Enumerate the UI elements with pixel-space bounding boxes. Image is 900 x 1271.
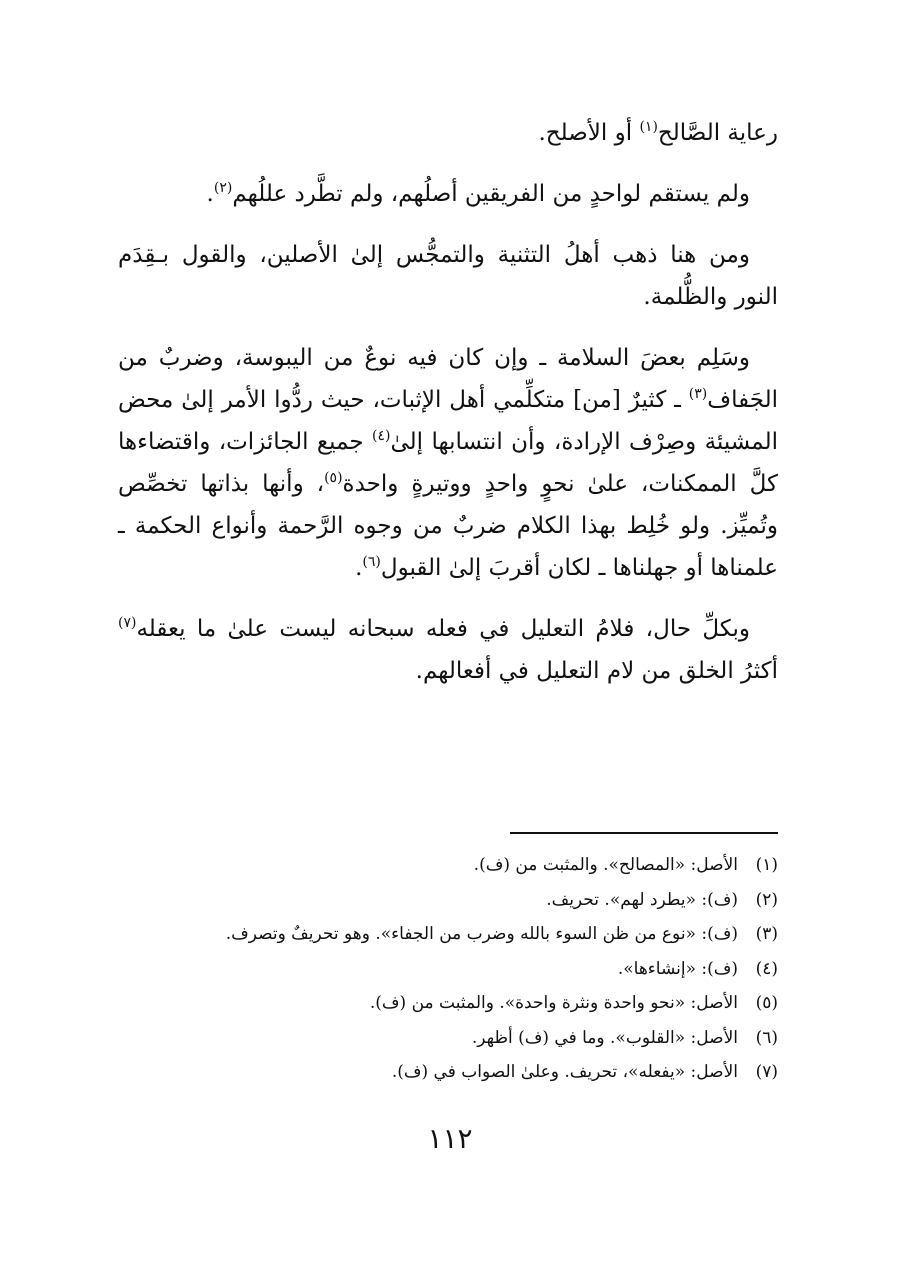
text-run: ، وأنها بذاتها تخصِّص وتُميِّز. ولو خُلِط بهذا الكلام ضربٌ من وجوه الرَّحمة وأنواع الحكمة ـ علمناها أو جهلناها ـ لكان أقربَ إلىٰ القبول bbox=[118, 471, 778, 581]
footnote-number: (٤) bbox=[755, 958, 778, 979]
footnote-text: الأصل: «المصالح». والمثبت من (ف). bbox=[473, 855, 738, 875]
footnote-item bbox=[118, 1021, 778, 1056]
footnote-item bbox=[118, 952, 778, 987]
footnote-text: الأصل: «يفعله»، تحريف. وعلىٰ الصواب في (ف). bbox=[391, 1062, 738, 1082]
paragraph-2 bbox=[118, 173, 778, 215]
text-run: أكثرُ الخلق من لام التعليل في أفعالهم. bbox=[415, 658, 778, 684]
text-run: وبكلِّ حال، فلامُ التعليل في فعله سبحانه ليست علىٰ ما يعقله bbox=[136, 616, 750, 642]
footnote-ref[interactable]: (٤) bbox=[372, 428, 391, 444]
footnote-text: الأصل: «نحو واحدة ونثرة واحدة». والمثبت من (ف). bbox=[369, 993, 738, 1013]
footnote-number: (٣) bbox=[755, 924, 778, 944]
paragraph-1 bbox=[118, 112, 778, 154]
text-run: جميع الجائزات، واقتضاءها كلَّ الممكنات، علىٰ نحوٍ واحدٍ ووتيرةٍ واحدة bbox=[118, 429, 778, 497]
footnote-ref[interactable]: (٧) bbox=[118, 615, 137, 631]
footnote-text: الأصل: «القلوب». وما في (ف) أظهر. bbox=[471, 1027, 738, 1048]
footnote-item bbox=[118, 883, 778, 918]
footnote-text: (ف): «يطرد لهم». تحريف. bbox=[546, 889, 738, 910]
footnote-ref[interactable]: (٦) bbox=[362, 554, 381, 570]
text-run: ومن هنا ذهب أهلُ التثنية والتمجُّس إلىٰ الأصلين، والقول بـقِدَم النور والظُّلمة. bbox=[118, 242, 778, 310]
footnote-text: (ف): «إنشاءها». bbox=[617, 958, 738, 979]
footnote-item bbox=[118, 986, 778, 1021]
main-text bbox=[118, 112, 778, 711]
footnote-separator bbox=[510, 832, 778, 834]
footnote-item bbox=[118, 848, 778, 883]
text-run: . bbox=[206, 181, 214, 207]
text-run: ـ كثيرٌ [من] متكلِّمي أهل الإثبات، حيث ردُّوا الأمر إلىٰ محض المشيئة وصِرْف الإرادة، وأن انتسابها إلىٰ bbox=[118, 387, 778, 455]
footnote-ref[interactable]: (٢) bbox=[213, 180, 233, 196]
paragraph-4 bbox=[118, 337, 778, 589]
footnote-item bbox=[118, 917, 778, 952]
text-run: أو الأصلح. bbox=[538, 120, 640, 146]
footnote-item bbox=[118, 1055, 778, 1090]
footnote-text: (ف): «نوع من ظن السوء بالله وضرب من الجفاء». وهو تحريفٌ وتصرف. bbox=[225, 924, 738, 944]
text-run: ولم يستقم لواحدٍ من الفريقين أصلُهم، ولم تطَّرد عللُهم bbox=[232, 181, 750, 207]
footnote-number: (٦) bbox=[755, 1027, 778, 1048]
footnote-number: (١) bbox=[755, 855, 778, 875]
footnote-number: (٥) bbox=[755, 993, 778, 1013]
text-run: وسَلِم بعضَ السلامة ـ وإن كان فيه نوعٌ من اليبوسة، وضربٌ من الجَفاف bbox=[118, 345, 778, 413]
footnote-number: (٧) bbox=[755, 1062, 778, 1082]
footnotes-list bbox=[118, 848, 778, 1090]
footnote-ref[interactable]: (٣) bbox=[688, 386, 708, 402]
footnote-ref[interactable]: (١) bbox=[639, 119, 658, 135]
footnote-ref[interactable]: (٥) bbox=[324, 470, 343, 486]
text-run: . bbox=[355, 555, 363, 581]
paragraph-3 bbox=[118, 234, 778, 318]
footnote-number: (٢) bbox=[755, 889, 778, 910]
text-run: رعاية الصَّالح bbox=[657, 120, 778, 146]
page-number: ١١٢ bbox=[427, 1122, 473, 1155]
paragraph-5 bbox=[118, 608, 778, 692]
